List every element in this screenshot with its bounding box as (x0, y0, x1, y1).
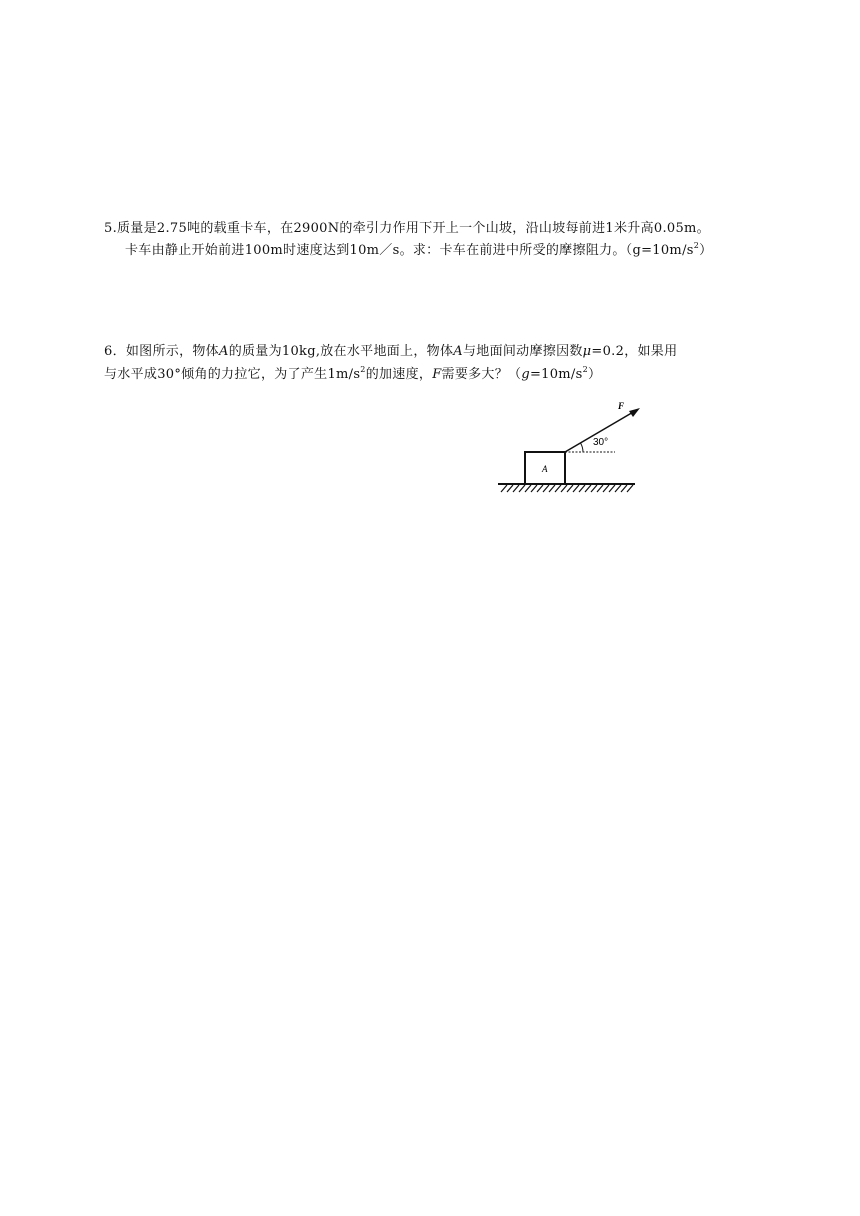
q5-text-3: ） (699, 243, 713, 258)
q6-text-d: =0.2，如果用 (591, 344, 678, 359)
angle-arc (581, 443, 584, 452)
ground-hatch (501, 485, 633, 492)
q6-text-h: =10m/s (529, 367, 583, 382)
q6-var-f: F (432, 367, 442, 382)
block-force-diagram (495, 398, 640, 496)
question-5-line-2 (125, 242, 712, 260)
q6-text-a: 6．如图所示，物体 (104, 344, 219, 359)
force-label: F (618, 401, 625, 411)
question-6-line-1 (104, 343, 677, 361)
question-6-line-2 (104, 366, 601, 384)
q6-var-a-1: A (218, 344, 229, 359)
q6-text-i: ） (587, 367, 602, 382)
q6-var-g: g (521, 367, 530, 382)
block-a-label: A (542, 464, 548, 474)
q5-superscript: 2 (693, 241, 700, 250)
q5-text-2: 卡车由静止开始前进100m时速度达到10m／s。求：卡车在前进中所受的摩擦阻力。（g=10m/s (125, 243, 694, 258)
q6-text-b: 的质量为10kg,放在水平地面上，物体 (228, 344, 454, 359)
q6-var-a-2: A (453, 344, 463, 359)
q6-text-g: 需要多大？（ (441, 367, 522, 382)
q6-superscript-2: 2 (582, 365, 588, 374)
angle-label: 30° (593, 437, 609, 448)
q6-text-e: 与水平成30°倾角的力拉它，为了产生1m/s (104, 367, 361, 382)
question-5-line-1 (104, 220, 710, 238)
q6-text-c: 与地面间动摩擦因数 (462, 344, 583, 359)
q6-superscript-1: 2 (360, 365, 366, 374)
q6-text-f: 的加速度， (365, 367, 433, 382)
q5-text-1: 5.质量是2.75吨的载重卡车，在2900N的牵引力作用下开上一个山坡，沿山坡每前进1米升高0.05m。 (104, 221, 710, 236)
q6-var-mu: μ (582, 344, 592, 359)
force-arrow-head (629, 408, 640, 417)
